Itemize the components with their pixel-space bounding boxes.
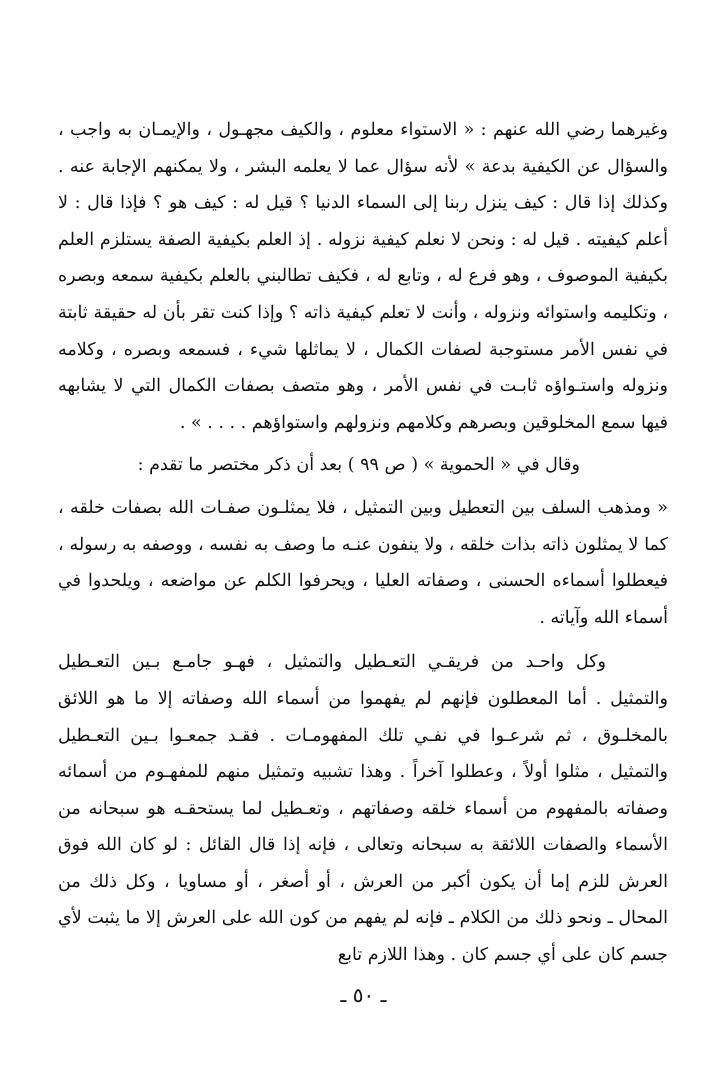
page-number: ـ ٥٠ ـ <box>340 983 387 1007</box>
paragraph-hamawiyya-intro: وقال في « الحموية » ( ص ٩٩ ) بعد أن ذكر مختصر ما تقدم : <box>137 455 580 476</box>
page-body <box>58 112 668 974</box>
paragraph-athar-quote: وغيرهما رضي الله عنهم : « الاستواء معلوم ، والكيف مجهـول ، والإيمـان به واجب ، والسؤال عن الكيفية بدعة » لأنه سؤال عما لا يعلمه البشر ، ولا يمكنهم الإجابة عنه . وكذلك إذا قال : كيف ينزل ربنا إلى السماء الدنيا ؟ قيل له : كيف هو ؟ فإذا قال : لا أعلم كيفيته . قيل له : ونحن لا نعلم كيفية نزوله . إذ العلم بكيفية الصفة يستلزم العلم بكيفية الموصوف ، وهو فرع له ، وتابع له ، فكيف تطالبني بالعلم بكيفية سمعه وبصره ، وتكليمه واستوائه ونزوله ، وأنت لا تعلم كيفية ذاته ؟ وإذا كنت تقر بأن له حقيقة ثابتة في نفس الأمر مستوجبة لصفات الكمال ، لا يماثلها شيء ، فسمعه وبصره ، وكلامه ونزوله واستـواؤه ثابـت في نفس الأمر ، وهو متصف بصفات الكمال التي لا يشابهه فيها سمع المخلوقين وبصرهم وكلامهم ونزولهم واستواؤهم . . . . » . <box>58 120 668 433</box>
paragraph-tatil-tamthil <box>58 644 668 973</box>
paragraph-salaf-madhhab: « ومذهب السلف بين التعطيل وبين التمثيل ، فلا يمثلـون صفـات الله بصفات خلقه ، كما لا يمثلون ذاته بذات خلقه ، ولا ينفون عنـه ما وصف به نفسه ، ووصفه به رسوله ، فيعطلوا أسماءه الحسنى ، وصفاته العليا ، ويحرفوا الكلم عن مواضعه ، ويلحدوا في أسماء الله وآياته . <box>58 497 668 628</box>
paragraph-tatil-tamthil-text: وكل واحـد من فريقـي التعـطيل والتمثيل ، فهـو جامـع بـين التعـطيل والتمثيل . أما المعطلون فإنهم لم يفهموا من أسماء الله وصفاته إلا ما هو اللائق بالمخلـوق ، ثم شرعـوا في نفـي تلك المفهومـات . فقـد جمعـوا بـين التعـطيل والتمثيل ، مثلوا أولاً ، وعطلوا آخراً . وهذا تشبيه وتمثيل منهم للمفهـوم من أسمائه وصفاته بالمفهوم من أسماء خلقه وصفاتهم ، وتعـطيل لما يستحقـه هو سبحانه من الأسماء والصفات اللائقة به سبحانه وتعالى ، فإنه إذا قال القائل : لو كان الله فوق العرش للزم إما أن يكون أكبر من العرش ، أو أصغر ، أو مساويا ، وكل ذلك من المحال ـ ونحو ذلك من الكلام ـ فإنه لم يفهم من كون الله على العرش إلا ما يثبت لأي جسم كان على أي جسم كان . وهذا اللازم تابع <box>58 652 668 966</box>
